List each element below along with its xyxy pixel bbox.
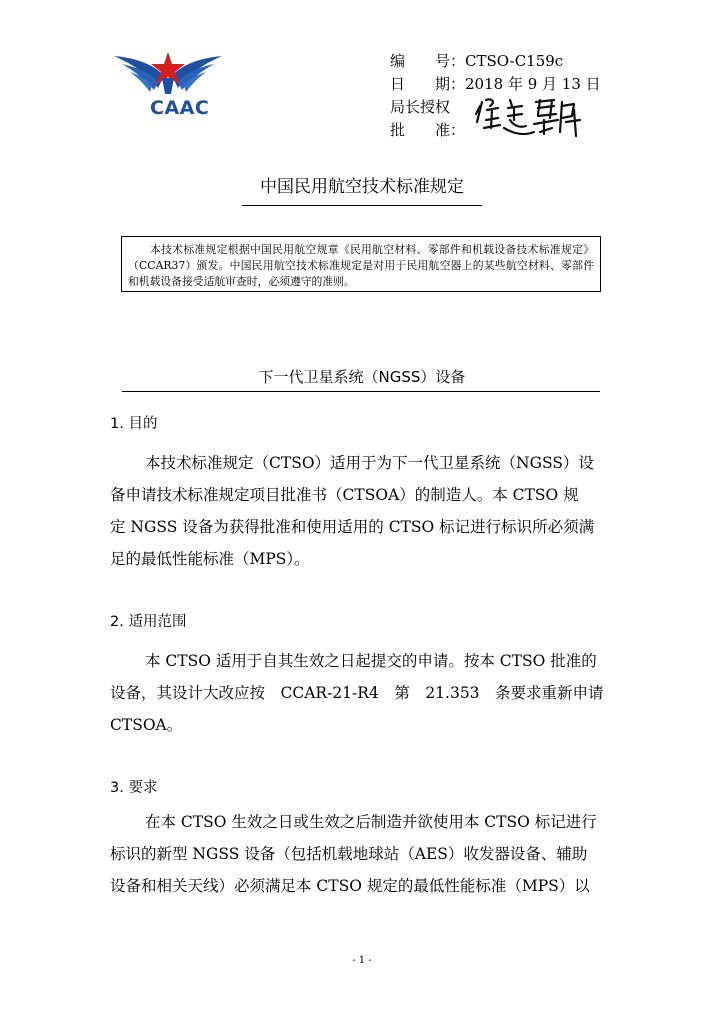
section-1-body: [110, 447, 615, 575]
notice-box: 本技术标准规定根据中国民用航空规章《民用航空材料、零部件和机载设备技术标准规定》（CCAR37）颁发。中国民用航空技术标准规定是对用于民用航空器上的某些航空材料、零部件和机载设备接受适航审查时，必须遵守的准则。: [121, 236, 601, 292]
title-underline: [242, 205, 482, 206]
meta-number-value: CTSO-C159c: [465, 52, 564, 70]
section-1-heading: 1. 目的: [110, 416, 158, 432]
meta-date-label: 日 期：: [390, 75, 466, 93]
section-2-body: [110, 645, 615, 741]
section-2-heading: 2. 适用范围: [110, 614, 187, 630]
caac-logo: [108, 42, 228, 122]
handwritten-signature: [474, 92, 584, 142]
standard-subtitle: 下一代卫星系统（NGSS）设备: [258, 368, 466, 386]
meta-date-value: 2018 年 9 月 13 日: [465, 75, 601, 93]
section-3-line: 标识的新型 NGSS 设备（包括机载地球站（AES）收发器设备、辅助: [110, 845, 588, 863]
section-1-line: 定 NGSS 设备为获得批准和使用适用的 CTSO 标记进行标识所必须满: [110, 518, 595, 536]
section-1-line: 本技术标准规定（CTSO）适用于为下一代卫星系统（NGSS）设: [145, 454, 594, 472]
section-3-line: 在本 CTSO 生效之日或生效之后制造并欲使用本 CTSO 标记进行: [145, 813, 597, 831]
meta-number-label: 编 号：: [390, 52, 466, 70]
section-2-line: CTSOA。: [110, 716, 183, 734]
meta-approval-label: 批 准：: [390, 121, 466, 139]
subtitle-underline: [122, 391, 600, 392]
section-3-body: [110, 806, 615, 902]
page-number: - 1 -: [352, 955, 372, 966]
meta-number-row: [390, 50, 601, 73]
section-2-line: 设备，其设计大改应按 CCAR-21-R4 第 21.353 条要求重新申请: [110, 684, 604, 702]
logo-text: CAAC: [150, 97, 210, 119]
document-title: 中国民用航空技术标准规定: [260, 177, 464, 197]
section-1-line: 足的最低性能标准（MPS）。: [110, 550, 310, 568]
section-3-heading: 3. 要求: [110, 780, 158, 796]
meta-authorization-label: 局长授权: [390, 98, 451, 116]
section-1-line: 备申请技术标准规定项目批准书（CTSOA）的制造人。本 CTSO 规: [110, 486, 579, 504]
section-3-line: 设备和相关天线）必须满足本 CTSO 规定的最低性能标准（MPS）以: [110, 877, 590, 895]
section-2-line: 本 CTSO 适用于自其生效之日起提交的申请。按本 CTSO 批准的: [145, 652, 597, 670]
